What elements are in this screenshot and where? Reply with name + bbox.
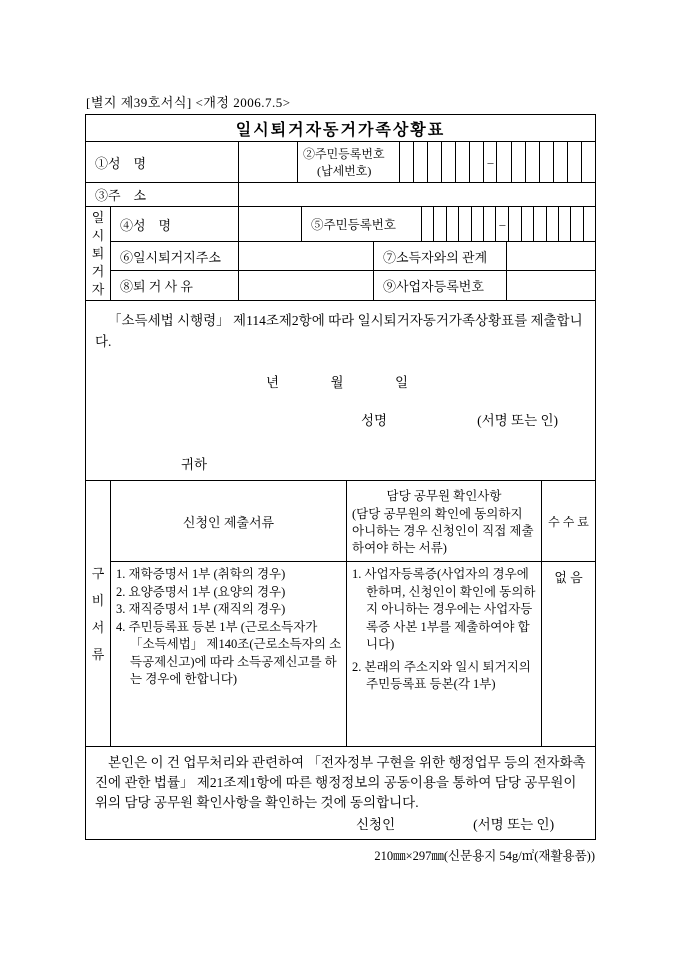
- documents-header-row: [111, 481, 595, 561]
- business-no-label: ⑨사업자등록번호: [373, 271, 506, 300]
- doc-revision-label: <개정 2006.7.5>: [195, 95, 291, 110]
- applicant-docs-list: [111, 562, 346, 746]
- relation-label: ⑦소득자와의 관계: [373, 242, 506, 270]
- paper-size-note: 210㎜×297㎜(신문용지 54g/㎡(재활용품)): [374, 849, 595, 863]
- reason-label: ⑧퇴 거 사 유: [120, 279, 193, 294]
- applicant-doc-item: 2. 요양증명서 1부 (요양의 경우): [116, 584, 286, 599]
- mover-rrn-digit-box[interactable]: [570, 207, 582, 241]
- doc-reference: [86, 92, 291, 111]
- head-name-rrn-row: [86, 142, 595, 183]
- rrn-dash: –: [483, 142, 496, 182]
- rrn-digit-box[interactable]: [496, 142, 510, 182]
- mover-address-value-cell[interactable]: [238, 242, 373, 270]
- applicant-docs-header: 신청인 제출서류: [182, 514, 275, 530]
- mover-rrn-digit-box[interactable]: [458, 207, 470, 241]
- signer-name-label: 성명: [361, 413, 388, 428]
- official-check-list: [346, 562, 541, 746]
- date-line: [266, 371, 408, 391]
- mover-address-relation-row: [111, 242, 595, 271]
- consent-applicant-label: 신청인: [356, 817, 396, 832]
- rrn-digit-box[interactable]: [553, 142, 567, 182]
- form-title: 일시퇴거자동거가족상황표: [86, 115, 595, 142]
- rrn-digit-box[interactable]: [525, 142, 539, 182]
- applicant-doc-item: 4. 주민등록표 등본 1부 (근로소득자가 「소득세법」 제140조(근로소득자의 소득공제신고)에 따라 소득공제신고를 하는 경우에 한합니다): [116, 619, 342, 686]
- mover-rrn-label: ⑤주민등록번호: [301, 207, 421, 241]
- statement-section: [86, 301, 595, 481]
- applicant-doc-item: 1. 재학증명서 1부 (취학의 경우): [116, 567, 286, 581]
- signer-line: [361, 409, 558, 429]
- doc-ref-label: [별지 제39호서식]: [86, 95, 192, 110]
- rrn-digit-box[interactable]: [400, 142, 413, 182]
- mover-address-label: ⑥일시퇴거지주소: [120, 249, 221, 265]
- mover-rrn-digit-box[interactable]: [533, 207, 545, 241]
- fee-value: 없 음: [541, 562, 595, 746]
- rrn-digit-box[interactable]: [469, 142, 483, 182]
- applicant-doc-item: 3. 재직증명서 1부 (재직의 경우): [116, 602, 286, 616]
- official-check-note: (담당 공무원의 확인에 동의하지 아니하는 경우 신청인이 직접 제출하여야 하는 서류): [352, 507, 534, 555]
- form-table: [85, 114, 596, 840]
- consent-sign-line: [356, 813, 554, 833]
- mover-rrn-digit-box[interactable]: [546, 207, 558, 241]
- docs-group-label: 구비서류: [91, 565, 105, 662]
- statement-text: 「소득세법 시행령」 제114조제2항에 따라 일시퇴거자동거가족상황표를 제출합니다.: [95, 313, 583, 349]
- rrn-sub-label: (납세번호): [317, 164, 372, 178]
- consent-text: 본인은 이 건 업무처리와 관련하여 「전자정부 구현을 위한 행정업무 등의 전자화촉진에 관한 법률」 제21조제1항에 따른 행정정보의 공동이용을 통하여 담당 공무원이 위의 담당 공무원 확인사항을 확인하는 것에 동의합니다.: [95, 755, 586, 810]
- official-check-item: 1. 사업자등록증(사업자의 경우에 한하며, 신청인이 확인에 동의하지 아니하는 경우에는 사업자등록증 사본 1부를 제출하여야 합니다): [352, 567, 536, 651]
- documents-body-row: [111, 561, 595, 746]
- name-label: ①성 명: [95, 155, 147, 171]
- relation-value-cell[interactable]: [506, 242, 595, 270]
- mover-rrn-digit-box[interactable]: [558, 207, 570, 241]
- business-no-value-cell[interactable]: [506, 271, 595, 300]
- mover-name-value-cell[interactable]: [238, 207, 301, 241]
- reason-value-cell[interactable]: [238, 271, 373, 300]
- fee-header: 수 수 료: [541, 481, 595, 561]
- rrn-digit-box[interactable]: [511, 142, 525, 182]
- mover-group-label: 일시퇴거자: [91, 209, 105, 297]
- name-value-cell[interactable]: [238, 142, 297, 182]
- docs-group-label-cell: [86, 481, 111, 746]
- mover-rrn-digit-box[interactable]: [483, 207, 495, 241]
- official-check-header: 담당 공무원 확인사항: [386, 489, 502, 503]
- rrn-label-cell: [297, 142, 399, 182]
- rrn-digit-box[interactable]: [581, 142, 595, 182]
- official-check-header-cell: [346, 481, 541, 561]
- date-day-label: 일: [394, 375, 408, 390]
- mover-name-label: ④성 명: [120, 217, 172, 233]
- mover-group-label-cell: [86, 207, 111, 300]
- mover-rrn-digit-box[interactable]: [471, 207, 483, 241]
- signer-sign-note: (서명 또는 인): [477, 413, 559, 428]
- mover-reason-business-row: [111, 271, 595, 300]
- address-row: [86, 183, 595, 207]
- rrn-digit-box[interactable]: [455, 142, 469, 182]
- address-value-cell[interactable]: [238, 183, 595, 206]
- mover-rrn-dash: –: [495, 207, 508, 241]
- recipient-label: 귀하: [181, 457, 208, 472]
- consent-section: [86, 747, 595, 839]
- rrn-digit-box[interactable]: [427, 142, 441, 182]
- mover-name-rrn-row: [111, 207, 595, 242]
- mover-section: [86, 207, 595, 301]
- mover-rrn-digit-box[interactable]: [422, 207, 433, 241]
- date-year-label: 년: [266, 375, 280, 390]
- mover-rrn-digit-box[interactable]: [433, 207, 445, 241]
- mover-rrn-digit-box[interactable]: [521, 207, 533, 241]
- rrn-digit-box[interactable]: [413, 142, 427, 182]
- rrn-digit-box[interactable]: [539, 142, 553, 182]
- mover-rrn-boxes: [421, 207, 595, 241]
- address-label: ③주 소: [95, 188, 147, 203]
- rrn-digit-box[interactable]: [567, 142, 581, 182]
- mover-rrn-digit-box[interactable]: [446, 207, 458, 241]
- mover-rrn-digit-box[interactable]: [508, 207, 520, 241]
- official-check-item: 2. 본래의 주소지와 일시 퇴거지의 주민등록표 등본(각 1부): [352, 659, 531, 691]
- mover-rrn-digit-box[interactable]: [583, 207, 595, 241]
- documents-section: [86, 481, 595, 747]
- rrn-boxes: [399, 142, 595, 182]
- rrn-label: ②주민등록번호: [303, 147, 385, 161]
- rrn-digit-box[interactable]: [441, 142, 455, 182]
- date-month-label: 월: [330, 375, 344, 390]
- consent-sign-note: (서명 또는 인): [473, 817, 555, 832]
